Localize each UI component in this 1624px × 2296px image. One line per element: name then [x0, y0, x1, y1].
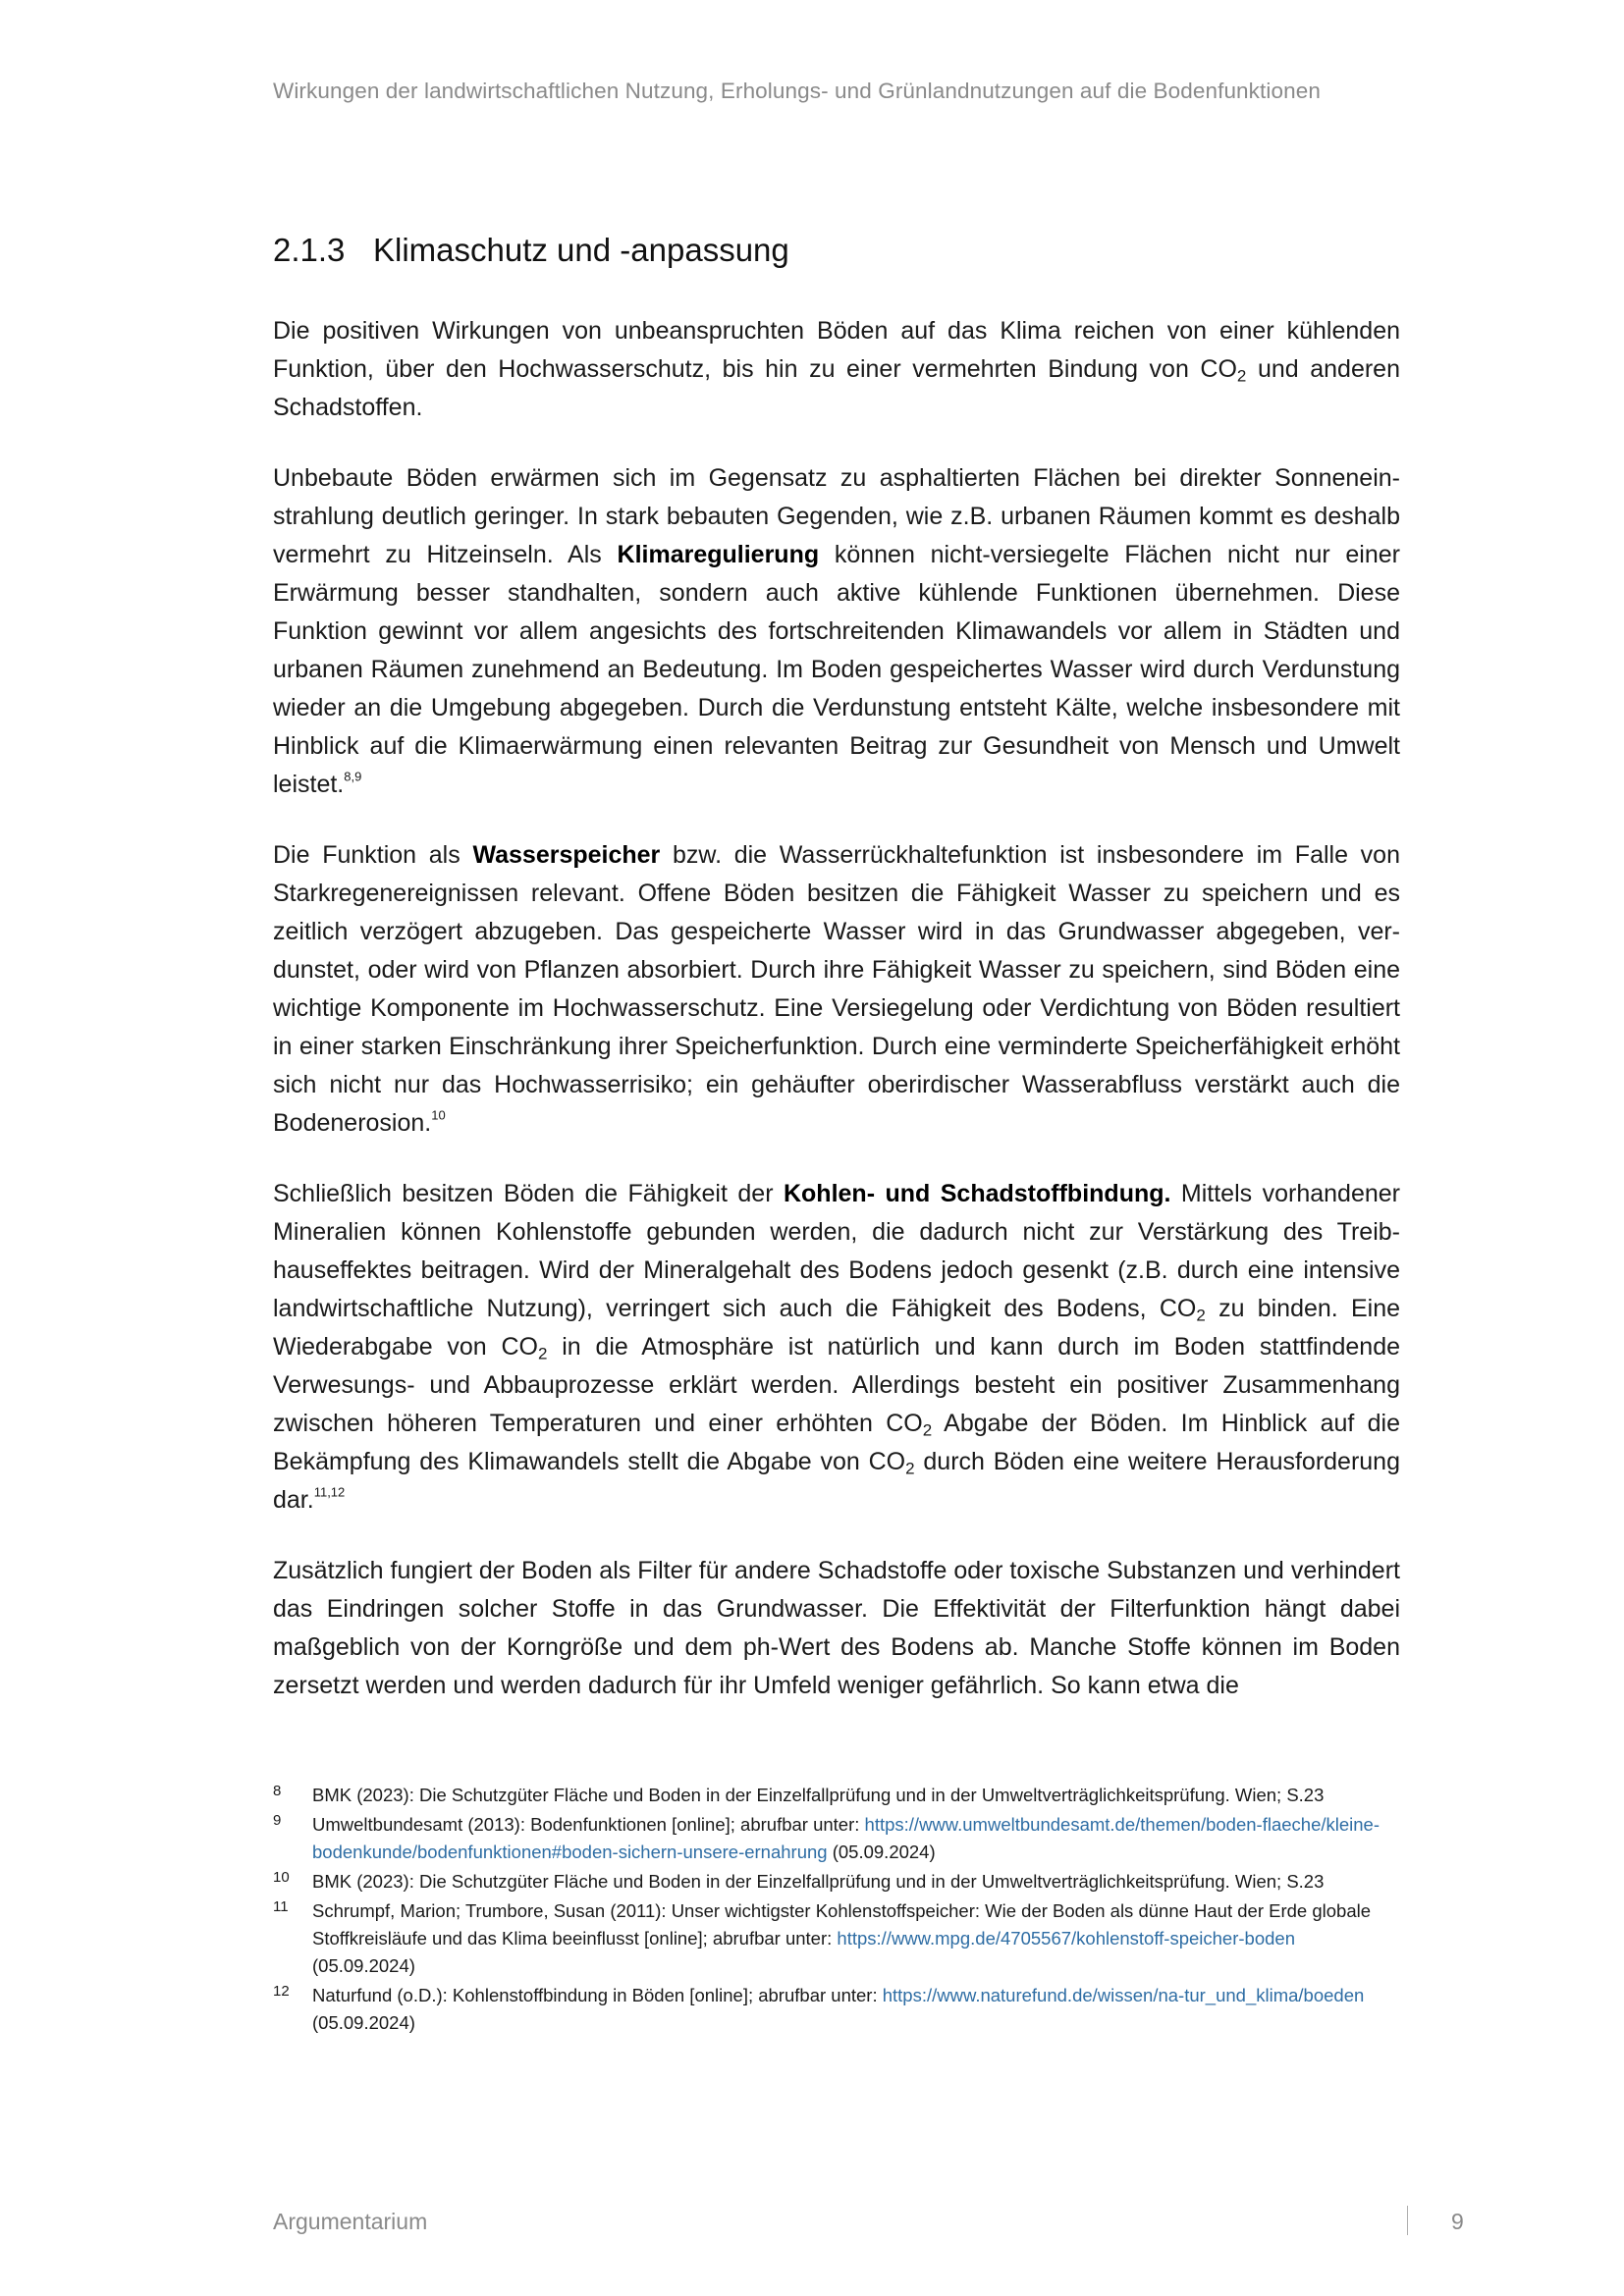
footnote-number: 11 — [273, 1898, 289, 1915]
footnote-item: 9 Umweltbundesamt (2013): Bodenfunktionen [online]; abrufbar unter: https://www.umweltbundesamt.de/themen/boden-flaeche/kleine-bodenkunde/bodenfunktionen#boden-sichern-unsere-ernahrung (05.09.2024) — [273, 1811, 1402, 1866]
running-header: Wirkungen der landwirtschaftlichen Nutzung, Erholungs- und Grünlandnutzungen auf die Bodenfunktionen — [273, 79, 1321, 103]
paragraph-wasserspeicher: Die Funktion als Wasserspeicher bzw. die Wasserrückhaltefunktion ist insbesondere im Falle von Starkregenereignissen relevant. Offene Böden besitzen die Fähigkeit Wasser zu speichern und es zeitlich verzögert abzugeben. Das gespeicherte Wasser wird in das Grundwasser abgegeben, verdunstet, oder wird von Pflanzen absorbiert. Durch ihre Fähigkeit Wasser zu speichern, sind Böden eine wichtige Komponente im Hochwasserschutz. Eine Versiegelung oder Verdichtung von Böden resultiert in einer starken Einschränkung ihrer Speicherfunktion. Durch eine verminderte Speicherfähigkeit erhöht sich nicht nur das Hochwasserrisiko; ein gehäufter oberirdischer Wasserabfluss verstärkt auch die Bodenerosion.$^{10}$ — [273, 841, 1400, 1137]
section-heading — [273, 232, 789, 269]
page-number: 9 — [1451, 2209, 1464, 2234]
section-title: Klimaschutz und -anpassung — [373, 232, 789, 268]
footnote-ref[interactable]: 11,12 — [313, 1484, 346, 1500]
footnote-ref[interactable]: 10 — [431, 1107, 446, 1123]
term-klimaregulierung: Klimaregulierung — [617, 541, 820, 568]
footnote-number: 12 — [273, 1983, 290, 2000]
term-wasserspeicher: Wasserspeicher — [472, 841, 661, 869]
term-kohlen-schadstoffbindung: Kohlen- und Schadstoffbindung. — [783, 1180, 1171, 1207]
footnote-number: 10 — [273, 1869, 290, 1886]
footnote-item: 12 Naturfund (o.D.): Kohlenstoffbindung in Böden [online]; abrufbar unter: https://www.naturefund.de/wissen/na-tur_und_klima/boeden (05.09.2024) — [273, 1982, 1402, 2037]
footnote-ref[interactable]: 8,9 — [344, 769, 362, 784]
footer-divider — [1407, 2206, 1408, 2235]
footnote-item: 11 Schrumpf, Marion; Trumbore, Susan (2011): Unser wichtigster Kohlenstoffspeicher: Wie der Boden als dünne Haut der Erde globale Stoffkreisläufe und das Klima beeinflusst [online]; abrufbar unter: https://www.mpg.de/4705567/kohlenstoff-speicher-boden (05.09.2024) — [273, 1897, 1402, 1980]
footnote-item: 8 BMK (2023): Die Schutzgüter Fläche und Boden in der Einzelfallprüfung und in der Umweltverträglichkeitsprüfung. Wien; S.23 — [273, 1782, 1402, 1809]
footer-label: Argumentarium — [273, 2209, 428, 2234]
paragraph-intro: Die positiven Wirkungen von unbeanspruchten Böden auf das Klima reichen von einer kühlenden Funktion, über den Hochwasserschutz, bis hin zu einer vermehrten Bindung von $CO_2$ und anderen Schadstoffen. — [273, 317, 1400, 421]
footnote-link[interactable]: https://www.naturefund.de/wissen/na-tur_und_klima/boeden — [882, 1985, 1365, 2005]
footnote-number: 8 — [273, 1783, 282, 1799]
paragraph-filter: Zusätzlich fungiert der Boden als Filter für andere Schadstoffe oder toxische Substanzen und verhindert das Eindringen solcher Stoffe in das Grundwasser. Die Effektivität der Filterfunktion hängt dabei maßgeblich von der Korngröße und dem ph-Wert des Bodens ab. Manche Stoffe können im Boden zersetzt werden und werden dadurch für ihr Umfeld weniger gefährlich. So kann etwa die — [273, 1557, 1400, 1699]
footnote-item: 10 BMK (2023): Die Schutzgüter Fläche und Boden in der Einzelfallprüfung und in der Umweltverträglichkeitsprüfung. Wien; S.23 — [273, 1868, 1402, 1896]
footnote-link[interactable]: https://www.mpg.de/4705567/kohlenstoff-speicher-boden — [837, 1928, 1295, 1949]
footnote-number: 9 — [273, 1812, 282, 1829]
footnotes — [273, 1782, 1402, 2039]
paragraph-klimaregulierung: Unbebaute Böden erwärmen sich im Gegensatz zu asphaltierten Flächen bei direkter Sonneneinstrahlung deutlich geringer. In stark bebauten Gegenden, wie z.B. urbanen Räumen kommt es deshalb vermehrt zu Hitzeinseln. Als Klimaregulierung können nicht-versiegelte Flächen nicht nur einer Erwärmung besser standhalten, sondern auch aktive kühlende Funktionen übernehmen. Diese Funktion gewinnt vor allem angesichts des fortschreitenden Klimawandels vor allem in Städten und urbanen Räumen zunehmend an Bedeutung. Im Boden gespeichertes Wasser wird durch Verdunstung wieder an die Umgebung abgegeben. Durch die Verdunstung entsteht Kälte, welche insbesondere mit Hinblick auf die Klimaerwärmung einen relevanten Beitrag zur Gesundheit von Mensch und Umwelt leistet.$^{8,9}$ — [273, 464, 1400, 798]
footnote-link[interactable]: https://www.umweltbundesamt.de/themen/boden-flaeche/kleine-bodenkunde/bodenfunktionen#boden-sichern-unsere-ernahrung — [312, 1814, 1380, 1862]
section-number: 2.1.3 — [273, 232, 346, 268]
body-text — [273, 312, 1400, 1737]
paragraph-kohlenstoffbindung: Schließlich besitzen Böden die Fähigkeit der Kohlen- und Schadstoffbindung. Mittels vorhandener Mineralien können Kohlenstoffe gebunden werden, die dadurch nicht zur Verstärkung des Treibhauseffektes beitragen. Wird der Mineralgehalt des Bodens jedoch gesenkt (z.B. durch eine intensive landwirtschaftliche Nutzung), verringert sich auch die Fähigkeit des Bodens, $CO_2$ zu binden. Eine Wiederabgabe von $CO_2$ in die Atmosphäre ist natürlich und kann durch im Boden stattfindende Verwesungs- und Abbauprozesse erklärt werden. Allerdings besteht ein positiver Zusammenhang zwischen höheren Temperaturen und einer erhöhten $CO_2$ Abgabe der Böden. Im Hinblick auf die Bekämpfung des Klimawandels stellt die Abgabe von $CO_2$ durch Böden eine weitere Herausforderung dar.$^{11,12}$ — [273, 1180, 1401, 1514]
